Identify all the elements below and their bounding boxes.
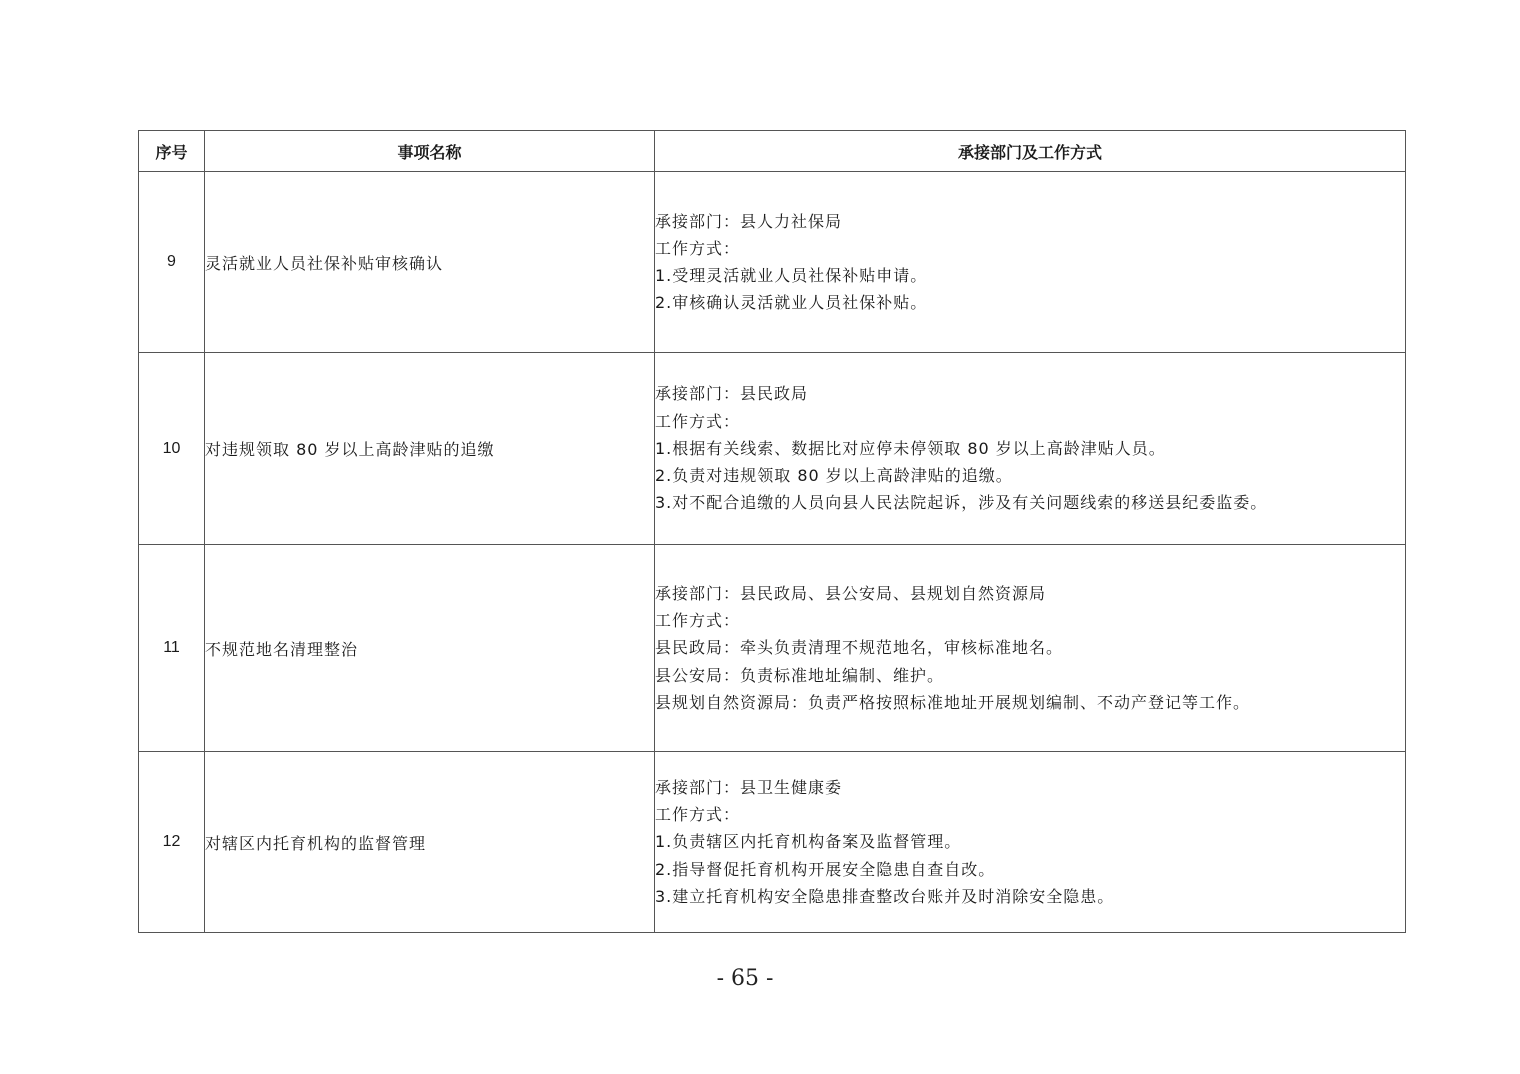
dept-line: 承接部门：县卫生健康委 bbox=[655, 777, 843, 797]
table-header-row bbox=[139, 131, 1406, 172]
method-line: 1.负责辖区内托育机构备案及监督管理。 bbox=[655, 832, 962, 852]
header-matter-name: 事项名称 bbox=[205, 131, 655, 172]
row-matter-name: 灵活就业人员社保补贴审核确认 bbox=[205, 172, 655, 353]
row-department-and-method bbox=[655, 752, 1406, 933]
method-line: 2.审核确认灵活就业人员社保补贴。 bbox=[655, 293, 928, 313]
dept-line: 承接部门：县民政局、县公安局、县规划自然资源局 bbox=[655, 583, 1047, 603]
header-seq: 序号 bbox=[139, 131, 205, 172]
method-label-line: 工作方式： bbox=[655, 611, 741, 631]
method-line: 县公安局：负责标准地址编制、维护。 bbox=[655, 665, 945, 685]
table-row bbox=[139, 353, 1406, 545]
row-department-and-method bbox=[655, 172, 1406, 353]
page-number: - 65 - bbox=[716, 966, 774, 991]
method-line: 2.负责对违规领取 80 岁以上高龄津贴的追缴。 bbox=[655, 466, 1013, 486]
method-line: 1.根据有关线索、数据比对应停未停领取 80 岁以上高龄津贴人员。 bbox=[655, 438, 1166, 458]
matters-table bbox=[138, 130, 1406, 933]
row-matter-name: 对辖区内托育机构的监督管理 bbox=[205, 752, 655, 933]
table-row bbox=[139, 752, 1406, 933]
row-matter-name: 不规范地名清理整治 bbox=[205, 545, 655, 752]
row-department-and-method bbox=[655, 353, 1406, 545]
method-label-line: 工作方式： bbox=[655, 411, 741, 431]
row-seq: 10 bbox=[139, 353, 205, 545]
row-seq: 12 bbox=[139, 752, 205, 933]
header-department-and-method: 承接部门及工作方式 bbox=[655, 131, 1406, 172]
method-line: 3.建立托育机构安全隐患排查整改台账并及时消除安全隐患。 bbox=[655, 886, 1115, 906]
method-label-line: 工作方式： bbox=[655, 238, 741, 258]
table-row bbox=[139, 545, 1406, 752]
method-line: 县民政局：牵头负责清理不规范地名，审核标准地名。 bbox=[655, 638, 1064, 658]
method-line: 县规划自然资源局：负责严格按照标准地址开展规划编制、不动产登记等工作。 bbox=[655, 692, 1251, 712]
method-line: 2.指导督促托育机构开展安全隐患自查自改。 bbox=[655, 859, 996, 879]
dept-line: 承接部门：县人力社保局 bbox=[655, 211, 843, 231]
method-line: 3.对不配合追缴的人员向县人民法院起诉，涉及有关问题线索的移送县纪委监委。 bbox=[655, 493, 1268, 513]
table-row bbox=[139, 172, 1406, 353]
row-matter-name: 对违规领取 80 岁以上高龄津贴的追缴 bbox=[205, 353, 655, 545]
method-line: 1.受理灵活就业人员社保补贴申请。 bbox=[655, 266, 928, 285]
dept-line: 承接部门：县民政局 bbox=[655, 384, 809, 404]
row-seq: 11 bbox=[139, 545, 205, 752]
row-department-and-method bbox=[655, 545, 1406, 752]
method-label-line: 工作方式： bbox=[655, 805, 741, 825]
row-seq: 9 bbox=[139, 172, 205, 353]
